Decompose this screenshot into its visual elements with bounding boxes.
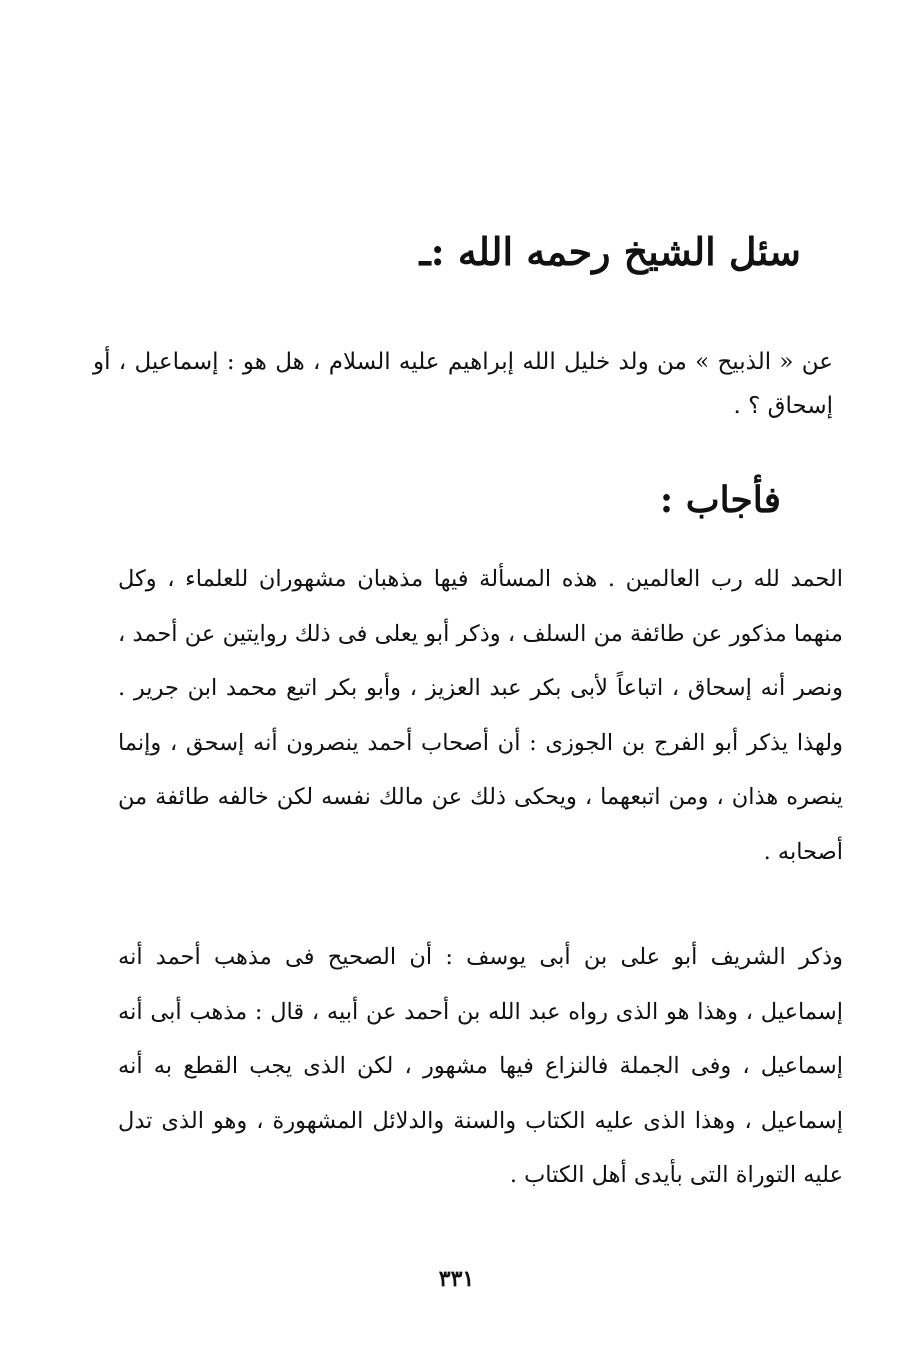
answer-heading: فأجاب : <box>659 479 781 521</box>
page-number: ٣٣١ <box>438 1266 475 1292</box>
section-heading: سئل الشيخ رحمه الله :ـ <box>419 229 801 274</box>
answer-paragraph-1: الحمد لله رب العالمين . هذه المسألة فيها مذهبان مشهوران للعلماء ، وكل منهما مذكور عن طائفة من السلف ، وذكر أبو يعلى فى ذلك روايتين عن أحمد ، ونصر أنه إسحاق ، اتباعاً لأبى بكر عبد العزيز ، وأبو بكر اتبع محمد ابن جرير . ولهذا يذكر أبو الفرج بن الجوزى : أن أصحاب أحمد ينصرون أنه إسحق ، وإنما ينصره هذان ، ومن اتبعهما ، ويحكى ذلك عن مالك نفسه لكن خالفه طائفة من أصحابه . <box>118 566 843 865</box>
answer-paragraph-2: وذكر الشريف أبو على بن أبى يوسف : أن الصحيح فى مذهب أحمد أنه إسماعيل ، وهذا هو الذى رواه عبد الله بن أحمد عن أبيه ، قال : مذهب أبى أنه إسماعيل ، وفى الجملة فالنزاع فيها مشهور ، لكن الذى يجب القطع به أنه إسماعيل ، وهذا الذى عليه الكتاب والسنة والدلائل المشهورة ، وهو الذى تدل عليه التوراة التى بأيدى أهل الكتاب . <box>118 944 843 1188</box>
question-text: عن « الذبيح » من ولد خليل الله إبراهيم عليه السلام ، هل هو : إسماعيل ، أو إسحاق ؟ . <box>93 349 833 419</box>
